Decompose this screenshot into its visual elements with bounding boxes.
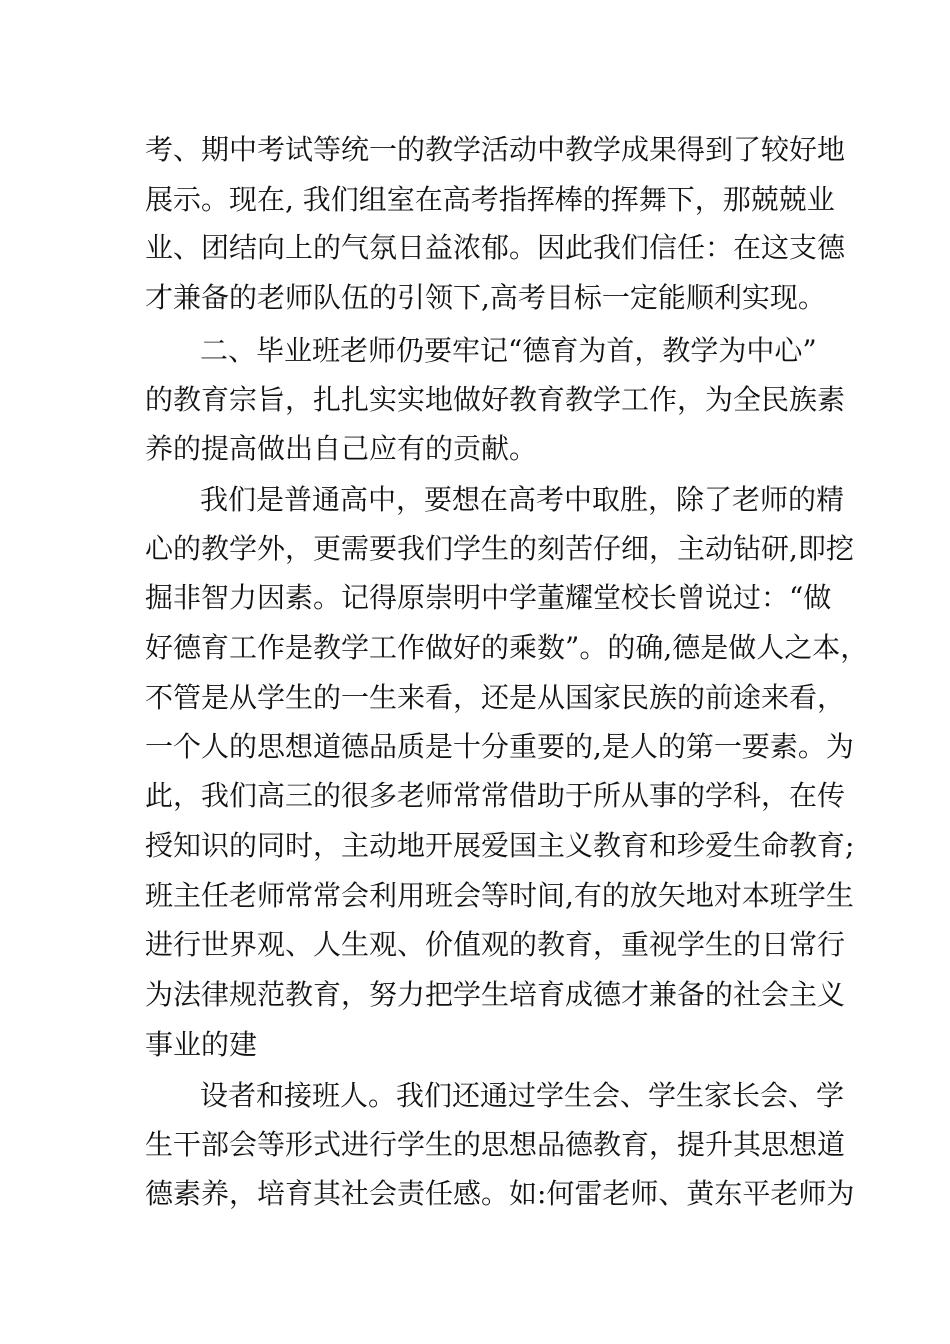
text-line: 此，我们高三的很多老师常常借助于所从事的学科，在传 [145,779,846,812]
paragraph-start-line: 二、毕业班老师仍要牢记“德育为首，教学为中心” [200,334,817,367]
text-line: 德素养，培育其社会责任感。如:何雷老师、黄东平老师为 [145,1177,855,1210]
text-line: 养的提高做出自己应有的贡献。 [145,432,538,465]
text-line: 不管是从学生的一生来看，还是从国家民族的前途来看， [145,681,846,714]
text-line: 为法律规范教育，努力把学生培育成德才兼备的社会主义 [145,978,846,1011]
text-line: 展示。现在, 我们组室在高考指挥棒的挥舞下，那兢兢业 [145,183,835,216]
text-line: 的教育宗旨，扎扎实实地做好教育教学工作，为全民族素 [145,383,846,416]
text-line: 考、期中考试等统一的教学活动中教学成果得到了较好地 [145,133,846,166]
text-line: 掘非智力因素。记得原崇明中学董耀堂校长曾说过：“做 [145,581,832,614]
text-line: 才兼备的老师队伍的引领下,高考目标一定能顺利实现。 [145,281,826,314]
text-line: 进行世界观、人生观、价值观的教育，重视学生的日常行 [145,928,846,961]
text-line: 事业的建 [145,1028,258,1061]
text-line: 一个人的思想道德品质是十分重要的,是人的第一要素。为 [145,730,854,763]
paragraph-start-line: 设者和接班人。我们还通过学生会、学生家长会、学 [200,1079,845,1112]
text-line: 心的教学外，更需要我们学生的刻苦仔细，主动钻研,即挖 [145,532,854,565]
text-line: 授知识的同时，主动地开展爱国主义教育和珍爱生命教育; [145,829,855,862]
text-line: 生干部会等形式进行学生的思想品德教育，提升其思想道 [145,1128,846,1161]
text-line: 业、团结向上的气氛日益浓郁。因此我们信任：在这支德 [145,231,846,264]
text-line: 好德育工作是教学工作做好的乘数”。的确,德是做人之本， [145,631,869,664]
paragraph-start-line: 我们是普通高中，要想在高考中取胜，除了老师的精 [200,483,845,516]
text-line: 班主任老师常常会利用班会等时间,有的放矢地对本班学生 [145,879,854,912]
